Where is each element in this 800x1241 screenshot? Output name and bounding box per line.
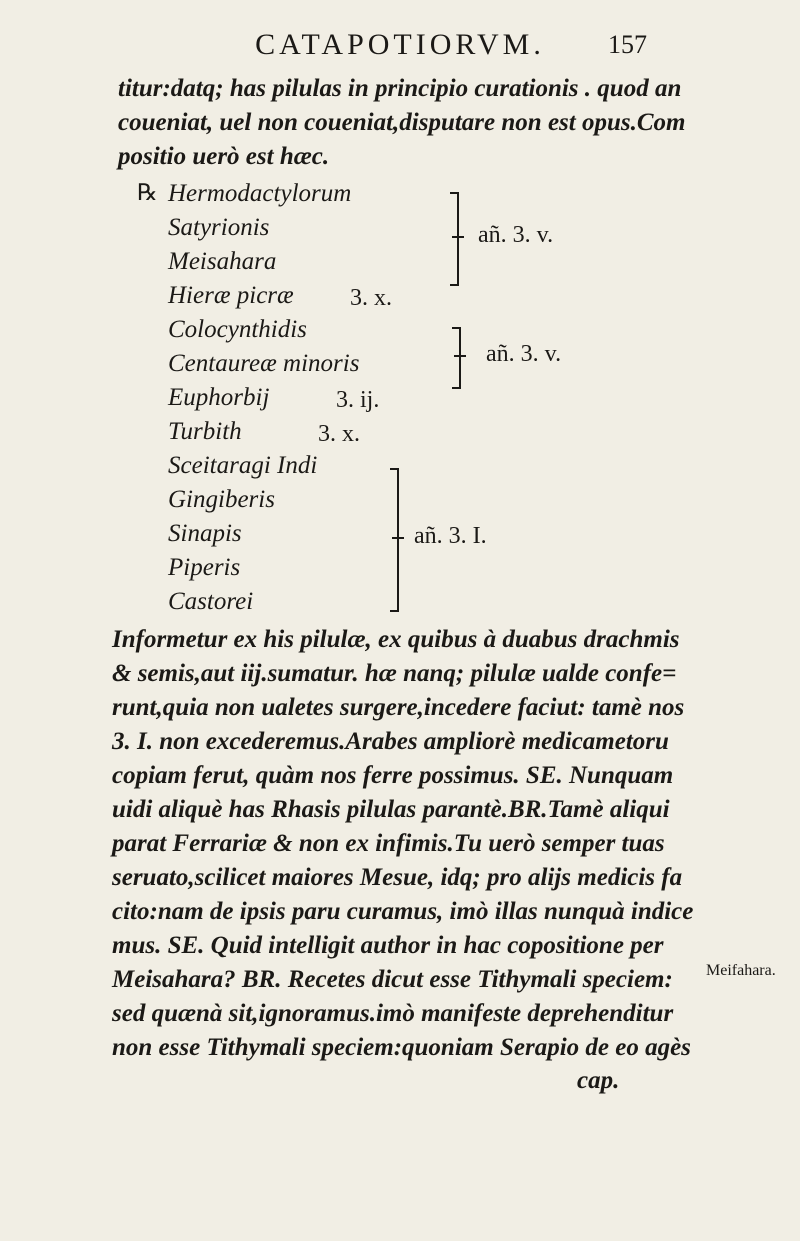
brace-point xyxy=(452,236,464,238)
margin-note: Meifahara. xyxy=(706,962,776,979)
brace-group-2 xyxy=(452,327,461,389)
page-number: 157 xyxy=(608,30,647,59)
ingredient: Castorei xyxy=(168,588,254,615)
quantity-group-2: añ. 3. v. xyxy=(486,341,562,367)
quantity-group-1: añ. 3. v. xyxy=(478,222,554,248)
quantity-euphorbium: 3. ij. xyxy=(336,387,380,413)
text-line: cito:nam de ipsis paru curamus, imò illas nunquà indice xyxy=(112,898,694,925)
quantity-group-3: añ. 3. I. xyxy=(414,523,487,549)
ingredient: Sceitaragi Indi xyxy=(168,452,318,479)
text-line: copiam ferut, quàm nos ferre possimus. SE. Nunquam xyxy=(112,762,674,789)
brace-point xyxy=(454,355,466,357)
ingredient: Meisahara xyxy=(168,248,277,275)
text-line: & semis,aut iij.sumatur. hæ nanq; pilulæ ualde confe= xyxy=(112,660,677,687)
text-line: titur:datq; has pilulas in principio curationis . quod an xyxy=(118,75,682,102)
text-line: 3. I. non excederemus.Arabes ampliorè medicametoru xyxy=(112,728,669,755)
brace-group-1 xyxy=(450,192,459,286)
text-line: Meisahara? BR. Recetes dicut esse Tithymali speciem: xyxy=(112,966,673,993)
text-line: uidi aliquè has Rhasis pilulas parantè.BR.Tamè aliqui xyxy=(112,796,670,823)
quantity-hiera: 3. x. xyxy=(350,285,392,311)
brace-point xyxy=(392,537,404,539)
ingredient: Piperis xyxy=(168,554,241,581)
ingredient: Satyrionis xyxy=(168,214,270,241)
text-line: mus. SE. Quid intelligit author in hac copositione per xyxy=(112,932,664,959)
text-line: non esse Tithymali speciem:quoniam Serapio de eo agès xyxy=(112,1034,691,1061)
ingredient: Gingiberis xyxy=(168,486,275,513)
ingredient: Turbith xyxy=(168,418,242,445)
ingredient: Hermodactylorum xyxy=(168,180,352,207)
recipe-symbol: ℞ xyxy=(137,180,158,206)
text-line: positio uerò est hæc. xyxy=(118,143,330,170)
text-line: runt,quia non ualetes surgere,incedere faciut: tamè nos xyxy=(112,694,685,721)
running-head: CATAPOTIORVM. xyxy=(255,28,545,61)
ingredient: Centaureæ minoris xyxy=(168,350,360,377)
ingredient: Colocynthidis xyxy=(168,316,307,343)
text-line: seruato,scilicet maiores Mesue, idq; pro alijs medicis fa xyxy=(112,864,683,891)
text-line: parat Ferrariæ & non ex infimis.Tu uerò semper tuas xyxy=(112,830,665,857)
brace-group-3 xyxy=(390,468,399,612)
ingredient: Hieræ picræ xyxy=(168,282,294,309)
text-line: sed quænà sit,ignoramus.imò manifeste deprehenditur xyxy=(112,1000,674,1027)
text-line: coueniat, uel non coueniat,disputare non est opus.Com xyxy=(118,109,686,136)
ingredient: Euphorbij xyxy=(168,384,270,411)
quantity-turbith: 3. x. xyxy=(318,421,360,447)
ingredient: Sinapis xyxy=(168,520,242,547)
catchword: cap. xyxy=(577,1067,620,1094)
text-line: Informetur ex his pilulæ, ex quibus à duabus drachmis xyxy=(112,626,680,653)
